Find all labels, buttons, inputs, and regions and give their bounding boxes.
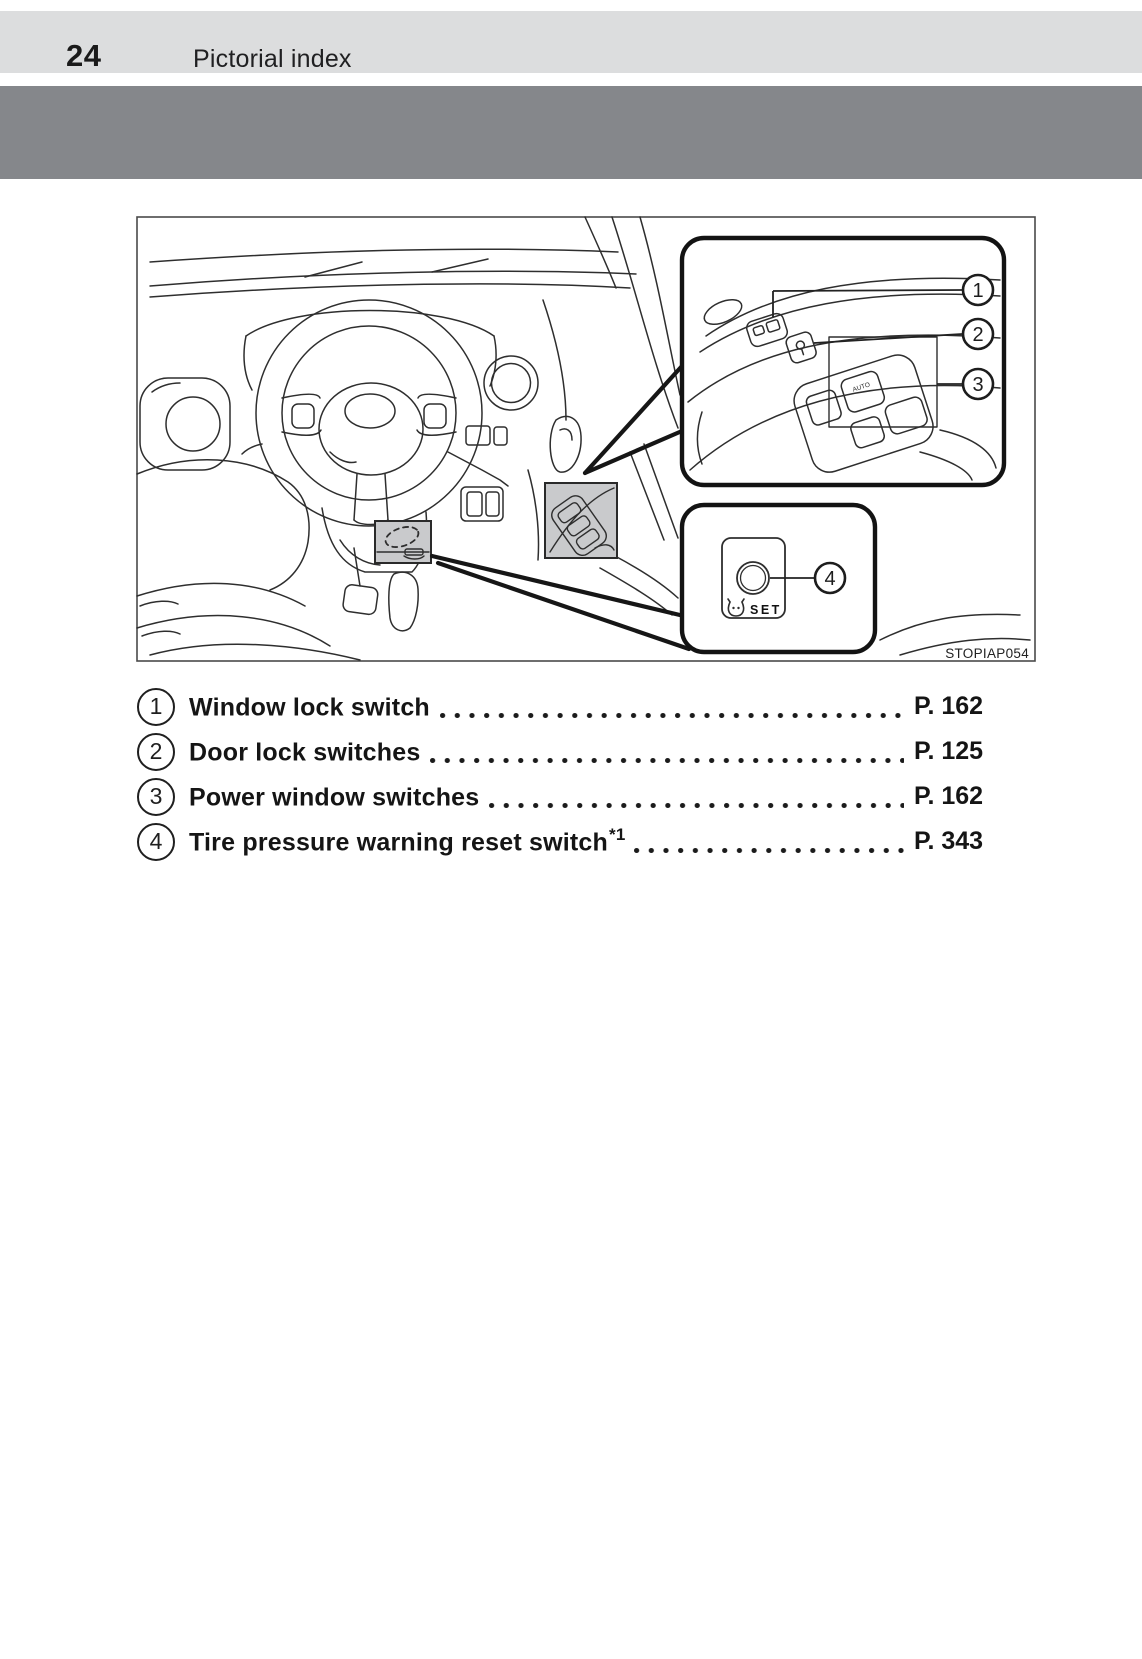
dot-leader xyxy=(430,737,904,767)
item-page-ref: P. 162 xyxy=(914,692,984,720)
index-item-4 xyxy=(137,819,990,864)
item-page-ref: P. 162 xyxy=(914,782,984,810)
auto-switch-label: AUTO xyxy=(851,381,872,394)
item-number-badge: 3 xyxy=(137,778,175,816)
item-footnote-marker: *1 xyxy=(609,824,626,844)
section-title: Pictorial index xyxy=(193,45,352,73)
item-label: Tire pressure warning reset switch$^{*1}$ xyxy=(189,824,626,857)
index-item-2 xyxy=(137,729,990,774)
callout-number-2: 2 xyxy=(972,324,984,346)
index-item-3 xyxy=(137,774,990,819)
callout-circle-2 xyxy=(963,319,993,349)
figure-code: STOPIAP054 xyxy=(945,646,1029,661)
pictorial-index-list xyxy=(137,684,990,864)
set-button-label: SET xyxy=(750,603,782,617)
item-page-ref: P. 125 xyxy=(914,737,984,765)
callout-number-4: 4 xyxy=(824,568,836,590)
callout-number-1: 1 xyxy=(972,280,984,302)
callout-circle-1 xyxy=(963,275,993,305)
item-number-badge: 4 xyxy=(137,823,175,861)
item-label: Power window switches xyxy=(189,783,480,812)
page-number: 24 xyxy=(66,38,102,73)
callout-circle-3 xyxy=(963,369,993,399)
item-number-badge: 2 xyxy=(137,733,175,771)
callout-number-3: 3 xyxy=(972,374,984,396)
dot-leader xyxy=(440,692,904,722)
index-item-1 xyxy=(137,684,990,729)
tire-reset-highlight xyxy=(375,521,431,563)
callout-circle-4 xyxy=(815,563,845,593)
door-switch-highlight xyxy=(545,483,617,559)
item-label: Window lock switch xyxy=(189,693,430,722)
item-number-badge: 1 xyxy=(137,688,175,726)
item-label: Door lock switches xyxy=(189,738,421,767)
dot-leader xyxy=(634,827,904,857)
dot-leader xyxy=(489,782,904,812)
inset-door-switches xyxy=(682,238,1004,485)
inset-set-button xyxy=(682,505,875,652)
item-page-ref: P. 343 xyxy=(914,827,984,855)
